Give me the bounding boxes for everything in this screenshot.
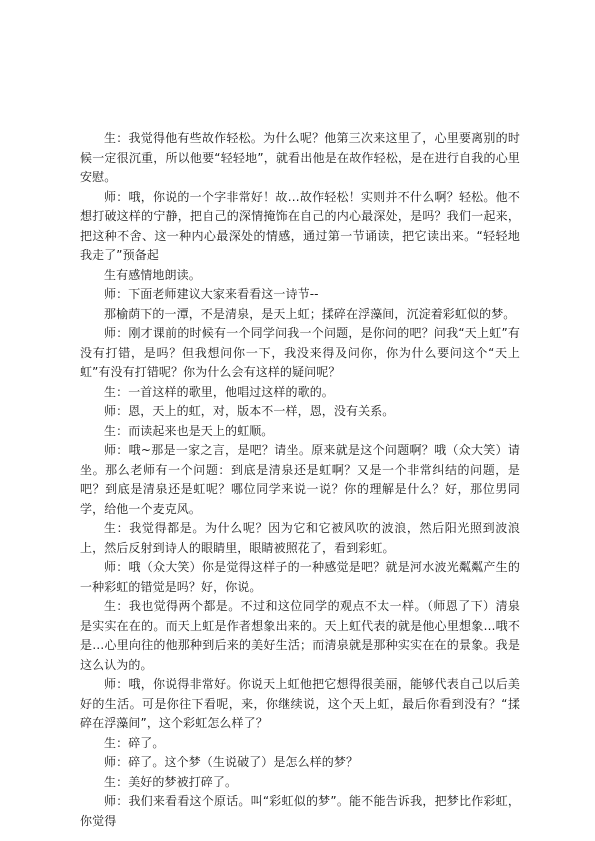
paragraph: 师：哦（众大笑）你是觉得这样子的一种感觉是吧？就是河水波光粼粼产生的一种彩虹的错觉是吗？好，你说。 xyxy=(80,560,520,594)
paragraph: 师：下面老师建议大家来看看这一诗节-- xyxy=(104,287,319,301)
paragraph: 师：哦，你说得非常好。你说天上虹他把它想得很美丽，能够代表自己以后美好的生活。可是你往下看呢，来，你继续说，这个天上虹，最后你看到没有？“揉碎在浮藻间”，这个彩虹怎么样了？ xyxy=(80,677,520,730)
paragraph: 师：我们来看看这个原话。叫“彩虹似的梦”。能不能告诉我，把梦比作彩虹，你觉得 xyxy=(80,794,520,828)
paragraph: 生：一首这样的歌里，他唱过这样的歌的。 xyxy=(104,384,334,399)
paragraph: 生：而读起来也是天上的虹顺。 xyxy=(104,423,274,438)
paragraph: 生：碎了。 xyxy=(104,735,165,750)
paragraph: 生：我也觉得两个都是。不过和这位同学的观点不太一样。（师恩了下）清泉是实实在在的。而天上虹是作者想象出来的。天上虹代表的就是他心里想象…哦不是…心里向往的他那种到后来的美好生活；而清泉就是那种实实在在的景象。我是这么认为的。 xyxy=(80,599,520,672)
paragraph: 师：恩，天上的虹，对，版本不一样，恩，没有关系。 xyxy=(104,404,395,418)
poem-quote: 那榆荫下的一潭，不是清泉，是天上虹；揉碎在浮藻间，沉淀着彩虹似的梦。 xyxy=(104,306,516,321)
document-body xyxy=(80,129,520,831)
paragraph: 生：我觉得他有些故作轻松。为什么呢？他第三次来这里了，心里要离别的时候一定很沉重，所以他要“轻轻地”，就看出他是在故作轻松，是在进行自我的心里安慰。 xyxy=(80,131,520,184)
paragraph: 生有感情地朗读。 xyxy=(104,267,201,282)
paragraph: 师：刚才课前的时候有一个同学问我一个问题，是你问的吧？问我“天上虹”有没有打错，是吗？但我想问你一下，我没来得及问你，你为什么要问这个“天上虹”有没有打错呢？你为什么会有这样的疑问呢？ xyxy=(80,326,520,379)
paragraph: 生：我觉得都是。为什么呢？因为它和它被风吹的波浪，然后阳光照到波浪上，然后反射到诗人的眼睛里，眼睛被照花了，看到彩虹。 xyxy=(80,521,520,555)
paragraph: 师：哦~那是一家之言，是吧？请坐。原来就是这个问题啊？哦（众大笑）请坐。那么老师有一个问题：到底是清泉还是虹啊？又是一个非常纠结的问题，是吧？到底是清泉还是虹呢？哪位同学来说一说？你的理解是什么？好，那位男同学，给他一个麦克风。 xyxy=(80,443,520,516)
paragraph: 师：碎了。这个梦（生说破了）是怎么样的梦？ xyxy=(104,755,359,769)
paragraph: 师：哦，你说的一个字非常好！故…故作轻松！实则并不什么啊？轻松。他不想打破这样的宁静，把自己的深情掩饰在自己的内心最深处，是吗？我们一起来，把这种不舍、这一种内心最深处的情感，通过第一节诵读，把它读出来。“轻轻地我走了”预备起 xyxy=(80,189,520,262)
paragraph: 生：美好的梦被打碎了。 xyxy=(104,774,238,789)
